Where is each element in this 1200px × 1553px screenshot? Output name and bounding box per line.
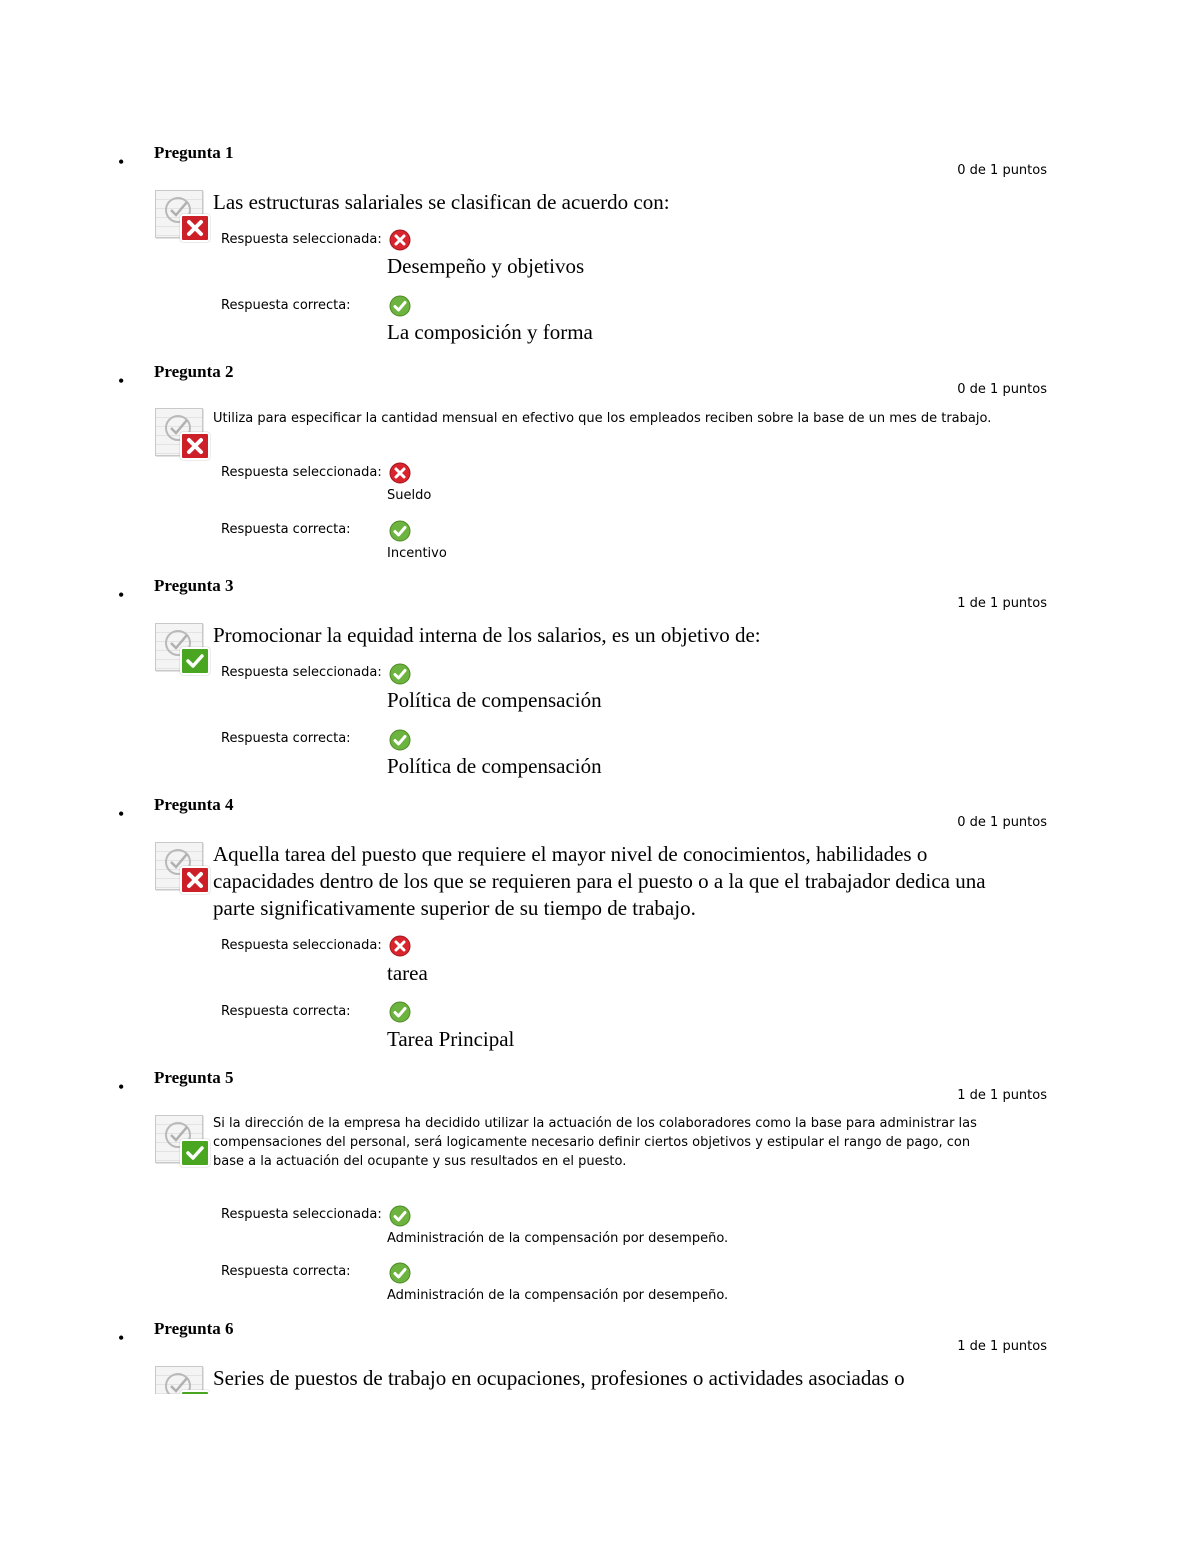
question-title: Pregunta 4 [154, 795, 234, 814]
green-check-icon [389, 520, 411, 542]
correct-answer: Incentivo [387, 546, 447, 561]
correct-answer-label: Respuesta correcta: [221, 731, 351, 746]
selected-answer: Política de compensación [387, 688, 602, 712]
question-title: Pregunta 3 [154, 576, 234, 595]
question-text: Utiliza para especificar la cantidad mensual en efectivo que los empleados reciben sobre la base de un mes de trabajo. [213, 411, 992, 426]
selected-answer: Desempeño y objetivos [387, 254, 585, 278]
question-points: 1 de 1 puntos [957, 1088, 1047, 1103]
correct-answer-label: Respuesta correcta: [221, 1264, 351, 1279]
graded-paper-incorrect-icon [155, 842, 207, 892]
bullet: • [118, 152, 125, 172]
bullet: • [118, 1077, 125, 1097]
bullet: • [118, 804, 125, 824]
question-text: Si la dirección de la empresa ha decidido utilizar la actuación de los colaboradores como la base para administrar las compensaciones del personal, será logicamente necesario definir ciertos objetivos y estipular el rango de pago, con base a la actuación del ocupante y sus resultados en el puesto. [213, 1116, 977, 1169]
selected-answer-label: Respuesta seleccionada: [221, 232, 382, 247]
bullet: • [118, 371, 125, 391]
red-x-icon [389, 462, 411, 484]
question-text: Series de puestos de trabajo en ocupaciones, profesiones o actividades asociadas o [213, 1366, 905, 1390]
selected-answer-label: Respuesta seleccionada: [221, 938, 382, 953]
graded-paper-incorrect-icon [155, 190, 207, 240]
red-x-icon [389, 229, 411, 251]
selected-answer-label: Respuesta seleccionada: [221, 465, 382, 480]
selected-answer-label: Respuesta seleccionada: [221, 665, 382, 680]
green-check-icon [389, 1205, 411, 1227]
correct-answer-label: Respuesta correcta: [221, 298, 351, 313]
graded-paper-correct-icon [155, 1115, 207, 1165]
graded-paper-incorrect-icon [155, 408, 207, 458]
question-text: Promocionar la equidad interna de los salarios, es un objetivo de: [213, 623, 761, 647]
selected-answer: Administración de la compensación por desempeño. [387, 1231, 729, 1246]
graded-paper-correct-icon [155, 623, 207, 673]
green-check-icon [389, 663, 411, 685]
bullet: • [118, 1328, 125, 1348]
question-points: 0 de 1 puntos [957, 382, 1047, 397]
selected-answer: tarea [387, 961, 428, 985]
question-title: Pregunta 1 [154, 143, 234, 162]
question-points: 0 de 1 puntos [957, 815, 1047, 830]
question-title: Pregunta 2 [154, 362, 234, 381]
green-check-icon [389, 729, 411, 751]
bullet: • [118, 585, 125, 605]
correct-answer: Política de compensación [387, 754, 602, 778]
correct-answer: La composición y forma [387, 320, 593, 344]
selected-answer-label: Respuesta seleccionada: [221, 1207, 382, 1222]
green-check-icon [389, 295, 411, 317]
question-points: 1 de 1 puntos [957, 596, 1047, 611]
correct-answer-label: Respuesta correcta: [221, 522, 351, 537]
correct-answer: Administración de la compensación por desempeño. [387, 1288, 729, 1303]
question-points: 1 de 1 puntos [957, 1339, 1047, 1354]
question-points: 0 de 1 puntos [957, 163, 1047, 178]
green-check-icon [389, 1001, 411, 1023]
correct-answer-label: Respuesta correcta: [221, 1004, 351, 1019]
red-x-icon [389, 935, 411, 957]
question-text: Aquella tarea del puesto que requiere el mayor nivel de conocimientos, habilidades o capacidades dentro de los que se requieren para el puesto o a la que el trabajador dedica una parte significativamente superior de su tiempo de trabajo. [213, 842, 986, 920]
green-check-icon [389, 1262, 411, 1284]
question-text: Las estructuras salariales se clasifican de acuerdo con: [213, 190, 670, 214]
question-title: Pregunta 5 [154, 1068, 234, 1087]
graded-paper-correct-icon [155, 1366, 207, 1394]
selected-answer: Sueldo [387, 488, 432, 503]
correct-answer: Tarea Principal [387, 1027, 515, 1051]
icon-clip [155, 1366, 210, 1394]
question-title: Pregunta 6 [154, 1319, 234, 1338]
